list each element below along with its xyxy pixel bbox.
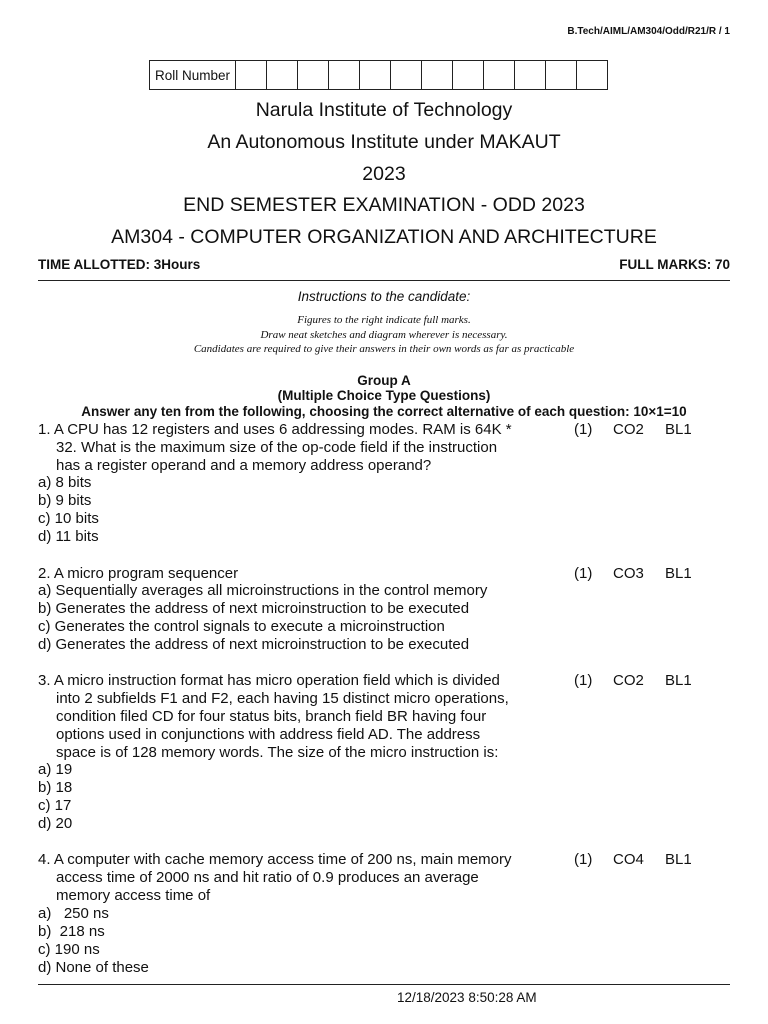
institute-affiliation: An Autonomous Institute under MAKAUT <box>207 131 561 153</box>
course-outcome: CO2 <box>613 672 644 689</box>
answer-option: a) 19 <box>38 761 73 778</box>
print-timestamp: 12/18/2023 8:50:28 AM <box>397 990 537 1005</box>
instruction-line: Figures to the right indicate full marks. <box>297 314 471 326</box>
answer-option: c) Generates the control signals to execute a microinstruction <box>38 618 445 635</box>
answer-option: d) 11 bits <box>38 528 99 545</box>
footer-divider <box>38 984 730 985</box>
group-title: Group A <box>357 373 411 388</box>
question-text: space is of 128 memory words. The size of the micro instruction is: <box>56 744 499 761</box>
course-outcome: CO2 <box>613 421 644 438</box>
instruction-line: Draw neat sketches and diagram wherever is necessary. <box>260 328 508 341</box>
roll-number-cell <box>577 61 608 90</box>
answer-option: d) None of these <box>38 959 149 976</box>
answer-option: c) 190 ns <box>38 941 100 958</box>
roll-number-cell <box>298 61 329 90</box>
exam-year: 2023 <box>362 163 406 185</box>
roll-number-cell <box>484 61 515 90</box>
instructions-title: Instructions to the candidate: <box>297 289 471 304</box>
question-text: access time of 2000 ns and hit ratio of 0.9 produces an average <box>56 869 479 886</box>
instruction-line: Candidates are required to give their answers in their own words as far as practicable <box>193 343 575 355</box>
question-text: 2. A micro program sequencer <box>38 565 239 582</box>
full-marks: FULL MARKS: 70 <box>619 257 730 272</box>
course-outcome: CO4 <box>613 851 644 868</box>
question-text: 1. A CPU has 12 registers and uses 6 addressing modes. RAM is 64K * <box>38 421 512 438</box>
roll-number-cell <box>236 61 267 90</box>
instructions-list <box>0 313 768 357</box>
document-code: B.Tech/AIML/AM304/Odd/R21/R / 1 <box>567 26 730 37</box>
roll-number-cell <box>546 61 577 90</box>
answer-option: b) 18 <box>38 779 73 796</box>
question-marks: (1) <box>574 672 593 689</box>
answer-option: a) Sequentially averages all microinstructions in the control memory <box>38 582 488 599</box>
exam-title: END SEMESTER EXAMINATION - ODD 2023 <box>183 194 585 216</box>
question-text: options used in conjunctions with address field AD. The address <box>56 726 481 743</box>
bloom-level: BL1 <box>665 421 692 438</box>
roll-number-cell <box>391 61 422 90</box>
group-instruction: Answer any ten from the following, choosing the correct alternative of each question: 10×1=10 <box>81 404 687 419</box>
question-text: has a register operand and a memory address operand? <box>56 457 432 474</box>
group-subtitle: (Multiple Choice Type Questions) <box>277 388 491 403</box>
answer-option: b) 218 ns <box>38 923 105 940</box>
institute-name: Narula Institute of Technology <box>255 99 513 121</box>
question-text: into 2 subfields F1 and F2, each having 15 distinct micro operations, <box>56 690 509 707</box>
bloom-level: BL1 <box>665 851 692 868</box>
roll-number-cell <box>267 61 298 90</box>
roll-number-cell <box>329 61 360 90</box>
roll-number-label: Roll Number <box>150 61 236 90</box>
question-marks: (1) <box>574 851 593 868</box>
answer-option: d) 20 <box>38 815 73 832</box>
roll-number-cell <box>422 61 453 90</box>
answer-option: a) 8 bits <box>38 474 92 491</box>
answer-option: d) Generates the address of next microinstruction to be executed <box>38 636 470 653</box>
question-text: 32. What is the maximum size of the op-code field if the instruction <box>56 439 498 456</box>
answer-option: c) 10 bits <box>38 510 99 527</box>
roll-number-cell <box>515 61 546 90</box>
question-marks: (1) <box>574 565 593 582</box>
divider <box>38 280 730 281</box>
answer-option: b) 9 bits <box>38 492 92 509</box>
course-title: AM304 - COMPUTER ORGANIZATION AND ARCHITECTURE <box>111 226 657 248</box>
answer-option: a) 250 ns <box>38 905 109 922</box>
question-marks: (1) <box>574 421 593 438</box>
course-outcome: CO3 <box>613 565 644 582</box>
question-text: 4. A computer with cache memory access time of 200 ns, main memory <box>38 851 512 868</box>
time-allotted: TIME ALLOTTED: 3Hours <box>38 257 201 272</box>
roll-number-box <box>149 60 608 90</box>
question-text: condition filed CD for four status bits, branch field BR having four <box>56 708 487 725</box>
roll-number-cell <box>360 61 391 90</box>
roll-number-cell <box>453 61 484 90</box>
answer-option: c) 17 <box>38 797 72 814</box>
bloom-level: BL1 <box>665 565 692 582</box>
bloom-level: BL1 <box>665 672 692 689</box>
question-text: 3. A micro instruction format has micro operation field which is divided <box>38 672 500 689</box>
question-text: memory access time of <box>56 887 211 904</box>
answer-option: b) Generates the address of next microinstruction to be executed <box>38 600 470 617</box>
